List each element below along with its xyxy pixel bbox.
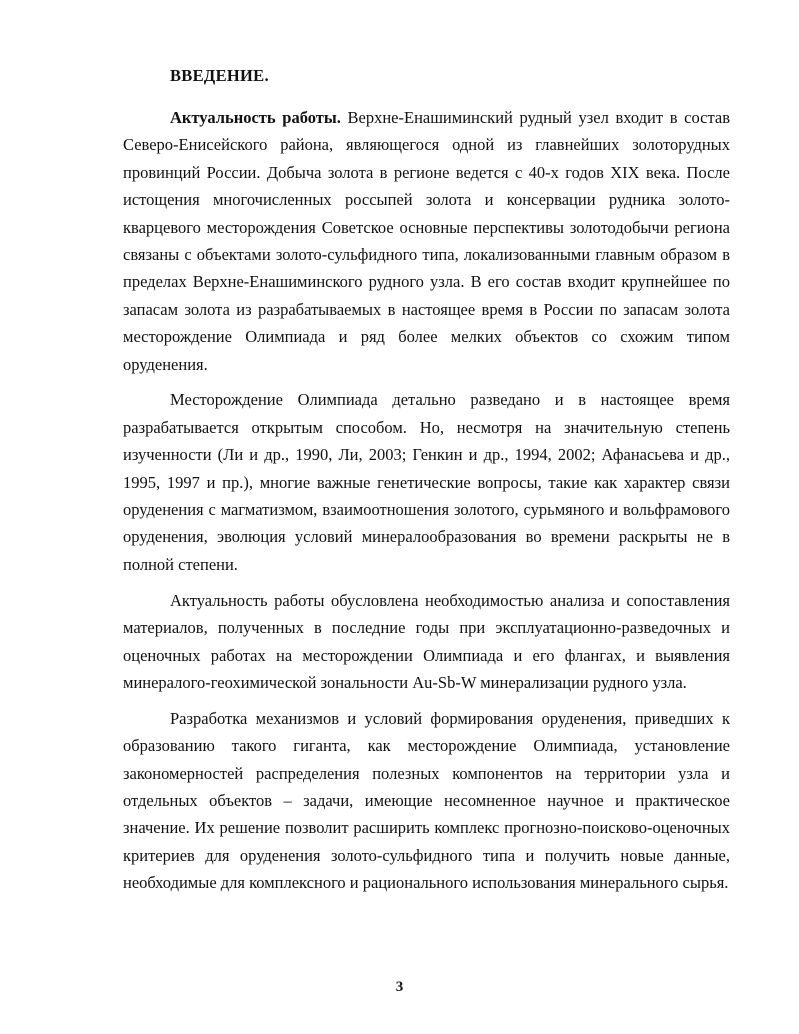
page-number: 3 [395, 979, 404, 995]
paragraph-lead: Актуальность работы. [170, 108, 341, 127]
paragraph-text: Актуальность работы обусловлена необходимостью анализа и сопоставления материалов, полученных в последние годы при эксплуатационно-разведочных и оценочных работах на месторождении Олимпиада и его флангах, и выявления минералого-геохимической зональности Au-Sb-W минерализации рудного узла. [123, 590, 730, 692]
paragraph-text: Месторождение Олимпиада детально разведано и в настоящее время разрабатывается открытым способом. Но, несмотря на значительную степень изученности (Ли и др., 1990, Ли, 2003; Генкин и др., 1994, 2002; Афанасьева и др., 1995, 1997 и пр.), многие важные генетические вопросы, такие как характер связи оруденения с магматизмом, взаимоотношения золотого, сурьмяного и вольфрамового оруденения, эволюция условий минералообразования во времени раскрыты не в полной степени. [123, 390, 730, 574]
paragraph-text: Верхне-Енашиминский рудный узел входит в состав Северо-Енисейского района, являющегося одной из главнейших золоторудных провинций России. Добыча золота в регионе ведется с 40-х годов XIX века. После истощения многочисленных россыпей золота и консервации рудника золото-кварцевого месторождения Советское основные перспективы золотодобычи региона связаны с объектами золото-сульфидного типа, локализованными главным образом в пределах Верхне-Енашиминского рудного узла. В его состав входит крупнейшее по запасам золота из разрабатываемых в настоящее время в России по запасам золота месторождение Олимпиада и ряд более мелких объектов со схожим типом оруденения. [123, 108, 730, 374]
paragraph-need [123, 587, 730, 697]
paragraph-deposit [123, 386, 730, 578]
section-heading: ВВЕДЕНИЕ. [170, 66, 269, 85]
paragraph-relevance [123, 104, 730, 378]
paragraph-development [123, 705, 730, 897]
body-text [123, 104, 730, 905]
paragraph-text: Разработка механизмов и условий формирования оруденения, приведших к образованию такого гиганта, как месторождение Олимпиада, установление закономерностей распределения полезных компонентов на территории узла и отдельных объектов – задачи, имеющие несомненное научное и практическое значение. Их решение позволит расширить комплекс прогнозно-поисково-оценочных критериев для оруденения золото-сульфидного типа и получить новые данные, необходимые для комплексного и рационального использования минерального сырья. [123, 708, 730, 893]
